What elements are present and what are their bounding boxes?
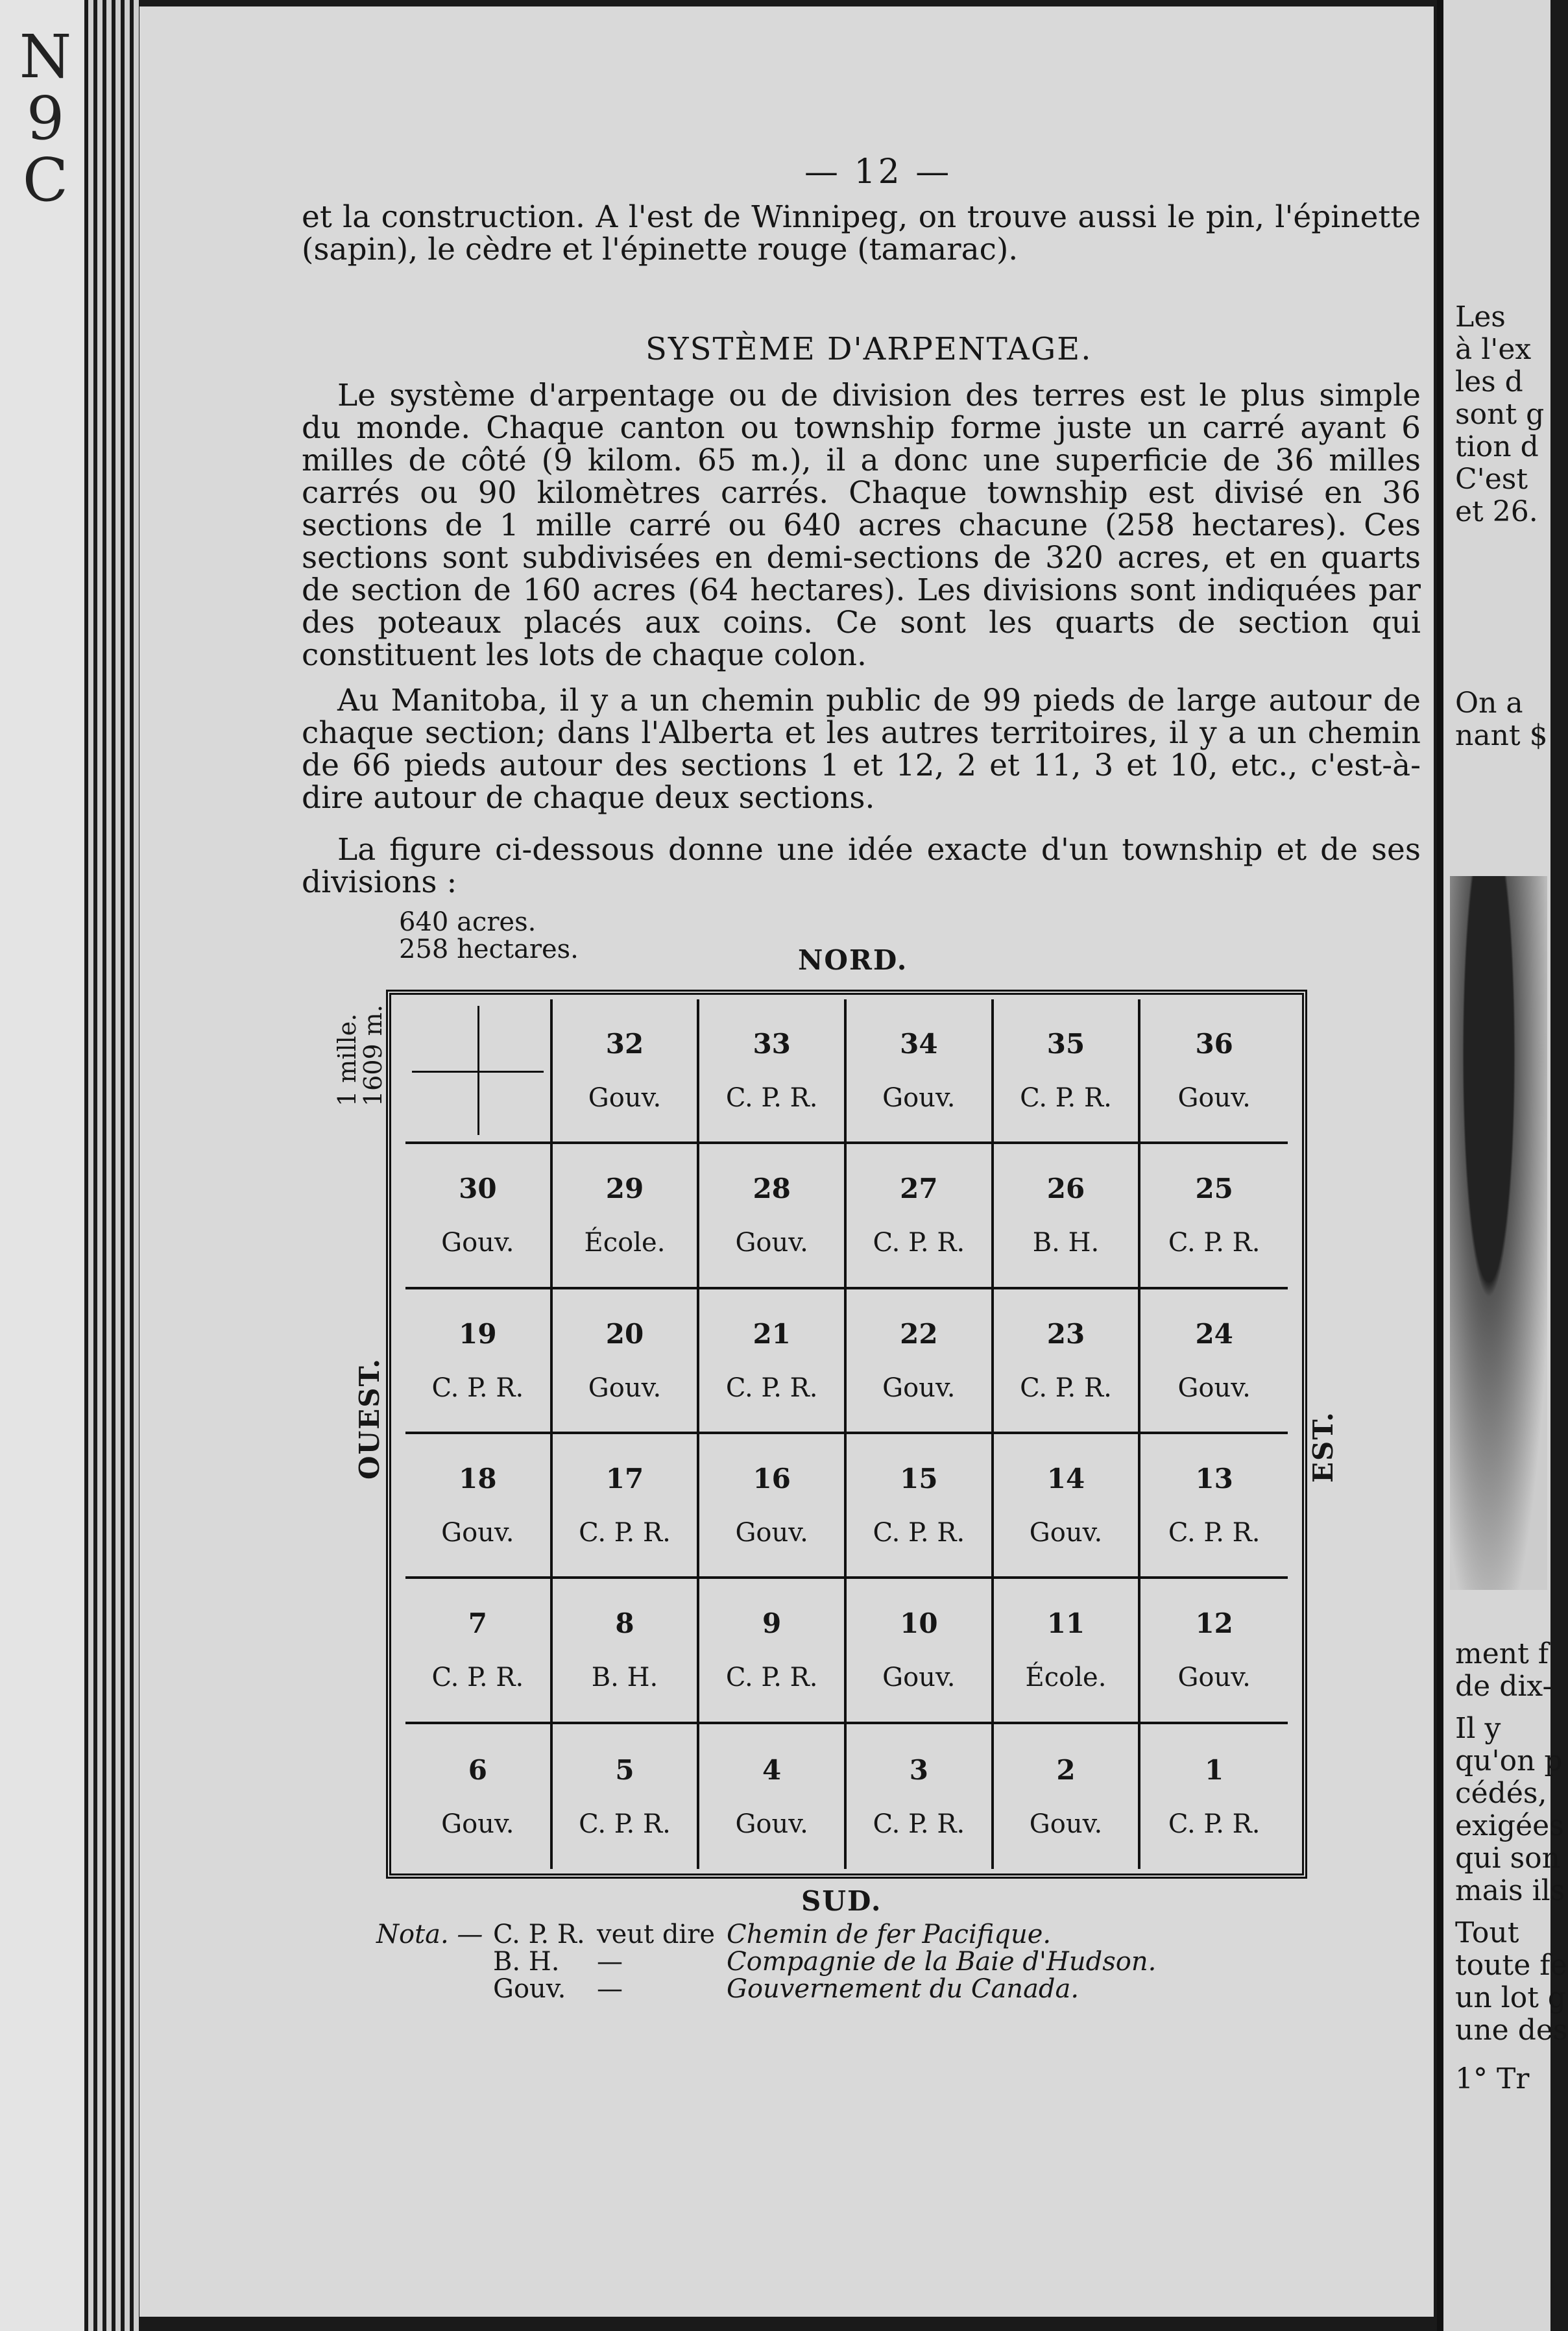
facing-page-line: de dix- [1455,1670,1552,1703]
legend-note [376,1921,1156,2003]
section-cell-6 [405,1724,553,1869]
facing-page-line: tion d [1455,430,1539,463]
facing-page-line: un lot g [1455,1981,1567,2014]
section-number: 23 [1046,1317,1085,1350]
east-label: EST. [1307,1411,1339,1483]
section-number: 4 [762,1753,782,1786]
section-number: 11 [1046,1607,1085,1640]
section-number: 32 [605,1028,644,1060]
legend-row: Nota. — C. P. R. veut dire Chemin de fer Pacifique. [376,1920,1052,1949]
section-heading: SYSTÈME D'ARPENTAGE. [645,331,1092,367]
section-owner: Gouv. [735,1809,808,1839]
section-number: 34 [900,1028,938,1060]
section-cell-15 [847,1434,994,1579]
section-number: 35 [1046,1028,1085,1060]
facing-page-line: nant $ [1455,719,1548,752]
facing-page-line: sont g [1455,398,1545,431]
section-owner: C. P. R. [579,1518,671,1548]
section-number: 3 [909,1753,928,1786]
section-cell-36 [1140,999,1288,1144]
section-owner: Gouv. [441,1518,514,1548]
facing-page-line: Les [1455,300,1506,334]
section-owner: C. P. R. [1020,1373,1112,1403]
section-owner: Gouv. [882,1663,956,1693]
section-cell-11 [994,1579,1141,1724]
facing-page-line: les d [1455,365,1523,398]
facing-page-line: C'est [1455,463,1528,496]
section-number: 21 [753,1317,791,1350]
section-cell-17 [553,1434,700,1579]
section-owner: Gouv. [735,1518,808,1548]
quarter-divider-vertical [477,1006,479,1135]
section-cell-23 [994,1289,1141,1434]
facing-page-line: exigées [1455,1809,1564,1842]
facing-page-line: Tout [1455,1916,1519,1949]
section-number: 12 [1195,1607,1233,1640]
section-owner: Gouv. [1029,1809,1103,1839]
section-owner: Gouv. [588,1373,662,1403]
section-cell-25 [1140,1144,1288,1289]
facing-page-line: On a [1455,687,1523,720]
section-cell-4 [699,1724,847,1869]
facing-page-line: ment f [1455,1637,1549,1670]
section-owner: Gouv. [882,1083,956,1114]
section-number: 28 [753,1173,791,1205]
section-owner: Gouv. [735,1228,808,1258]
section-cell-32 [553,999,700,1144]
left-margin [0,0,84,2331]
roads-paragraph: Au Manitoba, il y a un chemin public de 99 pieds de large autour de chaque section; dans l'Alberta et les autres territoires, il y a un chemin de 66 pieds autour des sections 1 et 12, 2 et 11, 3 et 10, etc., c'est-à-dire autour de chaque deux sections. [302,683,1421,816]
section-owner: Gouv. [1177,1083,1251,1114]
section-number: 19 [459,1317,497,1350]
section-owner: Gouv. [588,1083,662,1114]
facing-page-fragment [1437,0,1568,2331]
section-cell-18 [405,1434,553,1579]
section-number: 22 [900,1317,938,1350]
page-number: — 12 — [804,153,952,191]
section-cell-3 [847,1724,994,1869]
facing-page-line: Il y [1455,1712,1501,1745]
section-owner: École. [584,1228,666,1258]
section-number: 7 [468,1607,487,1640]
section-area-label: 640 acres. 258 hectares. [399,907,579,964]
section-number: 17 [605,1463,644,1495]
section-owner: Gouv. [882,1373,956,1403]
section-cell-10 [847,1579,994,1724]
section-number: 20 [605,1317,644,1350]
facing-page-line: à l'ex [1455,333,1532,366]
section-cell-19 [405,1289,553,1434]
section-owner: C. P. R. [1020,1083,1112,1114]
section-number: 27 [900,1173,938,1205]
section-number: 29 [605,1173,644,1205]
facing-page-line: et 26. [1455,495,1538,528]
section-number: 18 [459,1463,497,1495]
section-cell-33 [699,999,847,1144]
section-cell-1 [1140,1724,1288,1869]
figure-intro-paragraph: La figure ci-dessous donne une idée exacte d'un township et de ses divisions : [302,832,1421,900]
section-cell-30 [405,1144,553,1289]
section-number: 24 [1195,1317,1233,1350]
section-number: 16 [753,1463,791,1495]
section-owner: C. P. R. [1168,1809,1260,1839]
section-number: 6 [468,1753,487,1786]
facing-page-line: qu'on p [1455,1744,1563,1777]
section-number: 13 [1195,1463,1233,1495]
section-owner: Gouv. [441,1809,514,1839]
section-cell-5 [553,1724,700,1869]
facing-page-line: cédés, [1455,1777,1556,1810]
section-owner: C. P. R. [579,1809,671,1839]
section-number: 14 [1046,1463,1085,1495]
section-owner: B. H. [591,1663,658,1693]
section-number: 1 [1205,1753,1224,1786]
section-cell-26 [994,1144,1141,1289]
facing-page-illustration [1450,876,1547,1590]
section-owner: École. [1025,1663,1107,1693]
section-number: 15 [900,1463,938,1495]
section-owner: C. P. R. [725,1373,818,1403]
section-cell-24 [1140,1289,1288,1434]
section-cell-29 [553,1144,700,1289]
section-owner: B. H. [1032,1228,1100,1258]
section-number: 8 [615,1607,634,1640]
section-number: 10 [900,1607,938,1640]
facing-page-line: une des [1455,2014,1568,2047]
quarter-section-example [405,999,553,1144]
section-cell-20 [553,1289,700,1434]
section-owner: C. P. R. [725,1663,818,1693]
facing-page-line: mais ils [1455,1874,1565,1907]
section-number: 30 [459,1173,497,1205]
section-cell-13 [1140,1434,1288,1579]
section-cell-14 [994,1434,1141,1579]
legend-row: B. H. — Compagnie de la Baie d'Hudson. [493,1947,1157,1977]
section-owner: C. P. R. [873,1228,965,1258]
north-label: NORD. [798,944,908,976]
page-edges [84,0,143,2331]
section-owner: C. P. R. [725,1083,818,1114]
section-cell-22 [847,1289,994,1434]
south-label: SUD. [801,1885,882,1917]
section-number: 2 [1056,1753,1076,1786]
section-cell-8 [553,1579,700,1724]
west-label: OUEST. [354,1357,385,1480]
section-cell-27 [847,1144,994,1289]
section-number: 9 [762,1607,782,1640]
facing-page-line: 1° Tr [1455,2062,1530,2095]
section-owner: C. P. R. [873,1518,965,1548]
section-number: 36 [1195,1028,1233,1060]
facing-page-line: toute fe [1455,1949,1567,1982]
facing-page-line: qui son [1455,1842,1560,1875]
section-owner: Gouv. [1177,1663,1251,1693]
section-cell-16 [699,1434,847,1579]
section-cell-21 [699,1289,847,1434]
section-cell-34 [847,999,994,1144]
section-owner: Gouv. [1177,1373,1251,1403]
intro-paragraph: et la construction. A l'est de Winnipeg, on trouve aussi le pin, l'épinette (sapin), le cèdre et l'épinette rouge (tamarac). [302,199,1421,267]
section-number: 25 [1195,1173,1233,1205]
section-number: 33 [753,1028,791,1060]
section-owner: C. P. R. [1168,1228,1260,1258]
section-cell-35 [994,999,1141,1144]
shelf-mark: N 9 C [19,22,72,215]
section-cell-28 [699,1144,847,1289]
section-number: 26 [1046,1173,1085,1205]
section-cell-12 [1140,1579,1288,1724]
section-owner: C. P. R. [431,1663,524,1693]
township-grid [405,999,1288,1869]
legend-row: Gouv. — Gouvernement du Canada. [493,1974,1080,2004]
section-side-label: 1 mille. 1609 m. [333,1005,387,1106]
section-owner: C. P. R. [431,1373,524,1403]
section-cell-2 [994,1724,1141,1869]
section-cell-7 [405,1579,553,1724]
section-cell-9 [699,1579,847,1724]
section-owner: C. P. R. [873,1809,965,1839]
survey-paragraph: Le système d'arpentage ou de division des terres est le plus simple du monde. Chaque canton ou township forme juste un carré ayant 6 milles de côté (9 kilom. 65 m.), il a donc une superficie de 36 milles carrés ou 90 kilomètres carrés. Chaque township est divisé en 36 sections de 1 mille carré ou 640 acres chacune (258 hectares). Ces sections sont subdivisées en demi-sections de 320 acres, et en quarts de section de 160 acres (64 hectares). Les divisions sont indiquées par des poteaux placés aux coins. Ce sont les quarts de section qui constituent les lots de chaque colon. [302,378,1421,673]
section-owner: Gouv. [1029,1518,1103,1548]
section-owner: Gouv. [441,1228,514,1258]
section-owner: C. P. R. [1168,1518,1260,1548]
section-number: 5 [615,1753,634,1786]
